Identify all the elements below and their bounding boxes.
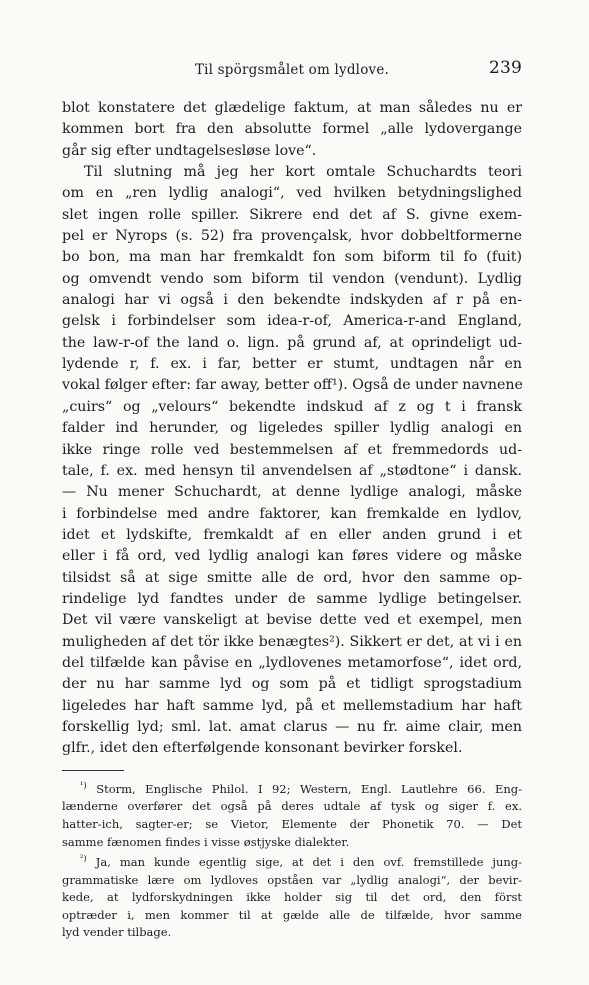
body-line: tilsidst så at sige smitte alle de ord, hvor den samme op-: [62, 569, 522, 586]
footnote-line: [62, 851, 522, 871]
body-line: vokal følger efter: far away, better off¹). Også de under navnene: [62, 377, 523, 394]
footnote-text: Storm, Englische Philol. I 92; Western, Engl. Lautlehre 66. Eng-: [96, 781, 523, 796]
body-line: tale, f. ex. med hensyn til anvendelsen af „stødtone“ i dansk.: [62, 462, 522, 479]
body-line: om en „ren lydlig analogi“, ved hvilken betydningslighed: [62, 185, 522, 202]
footnote-line: [62, 778, 522, 798]
running-title: Til spörgsmålet om lydlove.: [194, 62, 390, 78]
footnote-marker: ¹): [80, 781, 87, 791]
body-line: ikke ringe rolle ved bestemmelsen af et fremmedords ud-: [62, 441, 522, 458]
footnote-divider: [62, 770, 124, 771]
body-line: bo bon, ma man har fremkaldt fon som biform til fo (fuit): [62, 249, 522, 266]
body-line: gelsk i forbindelser som idea-r-of, America-r-and England,: [62, 313, 522, 330]
body-line: slet ingen rolle spiller. Sikrere end det af S. givne exem-: [62, 206, 522, 223]
body-line: og omvendt vendo som biform til vendon (vendunt). Lydlig: [62, 270, 522, 287]
footnote-2: [62, 851, 522, 942]
body-line: Det vil være vanskeligt at bevise dette ved et exempel, men: [62, 612, 522, 629]
body-line: rindelige lyd fandtes under de samme lydlige betingelser.: [62, 590, 522, 607]
body-line: ligeledes har haft samme lyd, på et mellemstadium har haft: [62, 697, 522, 714]
footnote-marker: ²): [80, 854, 87, 865]
footnote-1: [62, 778, 522, 851]
footnote-line: grammatiske lære om lydloves opståen var „lydlig analogi“, der bevir-: [62, 872, 522, 887]
body-line: „cuirs“ og „velours“ bekendte indskud af z og t i fransk: [62, 398, 522, 415]
footnote-line: lyd vender tilbage.: [62, 925, 172, 940]
footnote-line: lænderne overfører det også på deres udtale af tysk og siger f. ex.: [62, 799, 522, 814]
body-line: Til slutning må jeg her kort omtale Schuchardts teori: [84, 164, 522, 181]
body-line: idet et lydskifte, fremkaldt af en eller anden grund i et: [62, 526, 522, 543]
body-line: muligheden af det tör ikke benægtes²). Sikkert er det, at vi i en: [62, 633, 522, 650]
footnotes: [62, 778, 522, 942]
body-line: falder ind herunder, og ligeledes spiller lydlig analogi en: [62, 420, 522, 437]
footnote-line: samme fænomen findes i visse østjyske dialekter.: [62, 834, 350, 849]
body-line: blot konstatere det glædelige faktum, at man således nu er: [62, 100, 522, 116]
body-line: — Nu mener Schuchardt, at denne lydlige analogi, måske: [62, 484, 522, 501]
body-line: analogi har vi også i den bekendte indskyden af r på en-: [62, 292, 522, 309]
body-line: del tilfælde kan påvise en „lydlovenes metamorfose“, idet ord,: [62, 654, 522, 671]
footnote-text: Ja, man kunde egentlig sige, at det i den ovf. fremstillede jung-: [95, 855, 523, 870]
body-line: the law-r-of the land o. lign. på grund af, at oprindeligt ud-: [62, 334, 522, 351]
running-header: [62, 58, 522, 84]
body-line: forskellig lyd; sml. lat. amat clarus — nu fr. aime clair, men: [62, 718, 522, 735]
body-line: går sig efter undtagelsesløse love“.: [62, 142, 317, 159]
body-line: glfr., idet den efterfølgende konsonant bevirker forskel.: [62, 740, 463, 757]
footnote-line: hatter-ich, sagter-er; se Vietor, Elemente der Phonetik 70. — Det: [62, 817, 522, 832]
body-line: i forbindelse med andre faktorer, kan fremkalde en lydlov,: [62, 505, 522, 522]
body-line: pel er Nyrops (s. 52) fra provençalsk, hvor dobbeltformerne: [62, 228, 522, 245]
footnote-line: optræder i, men kommer til at gælde alle de tilfælde, hvor samme: [62, 907, 522, 922]
body-line: eller i få ord, ved lydlig analogi kan føres videre og måske: [62, 548, 522, 565]
body-text: [62, 98, 522, 760]
body-line: kommen bort fra den absolutte formel „alle lydovergange: [62, 121, 522, 138]
body-line: der nu har samme lyd og som på et tidligt sprogstadium: [62, 676, 522, 693]
body-line: lydende r, f. ex. i far, better er stumt, undtagen når en: [62, 356, 522, 373]
page-number: 239: [488, 58, 522, 78]
footnote-line: kede, at lydforskydningen ikke holder sig til det ord, den först: [62, 890, 522, 905]
